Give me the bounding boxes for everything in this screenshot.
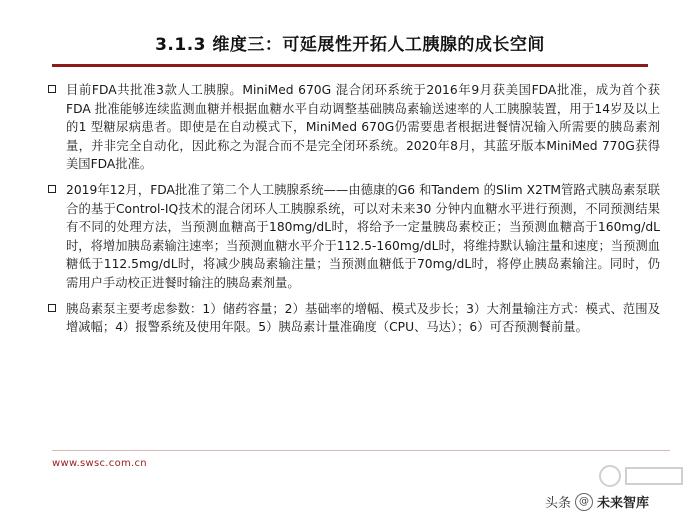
bullet-text: 胰岛素泵主要考虑参数：1）储药容量；2）基础率的增幅、模式及步长；3）大剂量输注方式：模式、范围及增减幅；4）报警系统及使用年限。5）胰岛素计量准确度（CPU、马达）；6）可否预测餐前量。	[66, 301, 660, 335]
title-divider	[52, 64, 648, 67]
bullet-text: 2019年12月，FDA批准了第二个人工胰腺系统——由德康的G6 和Tandem 的Slim X2TM管路式胰岛素泵联合的基于Control-IQ技术的混合闭环人工胰腺系统，可以对未来30 分钟内血糖水平进行预测，不同预测结果有不同的处理方法，当预测血糖高于180mg/dL时，将给予一定量胰岛素校正；当预测血糖高于160mg/dL时，将增加胰岛素输注速率；当预测血糖水平介于112.5-160mg/dL时，将维持默认输注量和速度；当预测血糖低于112.5mg/dL时，将减少胰岛素输注量；当预测血糖低于70mg/dL时，将停止胰岛素输注。同时，仍需用户手动校正进餐时输注的胰岛素剂量。	[66, 182, 660, 290]
watermark-prefix: 头条	[545, 496, 572, 511]
watermark-logo-icon	[598, 462, 686, 490]
bullet-list	[48, 81, 660, 344]
watermark	[545, 492, 649, 511]
watermark-source: 未来智库	[597, 496, 650, 511]
checkbox-bullet-icon	[48, 304, 56, 312]
checkbox-bullet-icon	[48, 185, 56, 193]
bullet-text: 目前FDA共批准3款人工胰腺。MiniMed 670G 混合闭环系统于2016年9月获美国FDA批准，成为首个获FDA 批准能够连续监测血糖并根据血糖水平自动调整基础胰岛素输送速率的人工胰腺装置，用于14岁及以上的1 型糖尿病患者。即使是在自动模式下，MiniMed 670G仍需要患者根据进餐情况输入所需要的胰岛素剂量，并非完全自动化，因此称之为混合而不是完全闭环系统。2020年8月，其蓝牙版本MiniMed 770G获得美国FDA批准。	[66, 83, 660, 172]
checkbox-bullet-icon	[48, 85, 56, 93]
bullet-item	[48, 81, 660, 174]
page-title: 3.1.3 维度三：可延展性开拓人工胰腺的成长空间	[155, 35, 545, 55]
at-icon: @	[575, 493, 593, 511]
bullet-item	[48, 300, 660, 337]
footer-url[interactable]: www.swsc.com.cn	[52, 458, 147, 469]
footer-divider	[52, 450, 670, 451]
bullet-item	[48, 181, 660, 293]
